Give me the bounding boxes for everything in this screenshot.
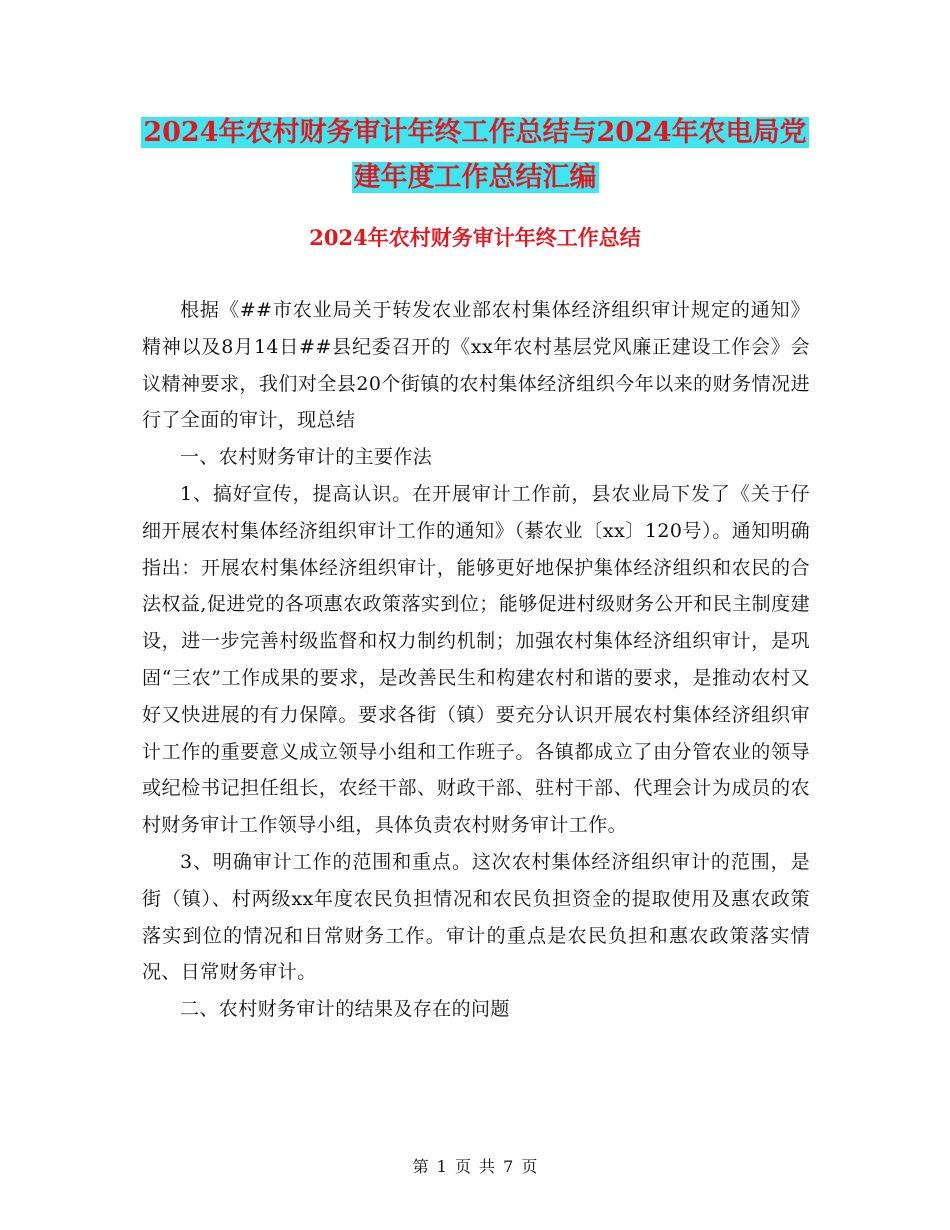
title-line-2: 建年度工作总结汇编 [353, 162, 597, 193]
paragraph-scope: 3、明确审计工作的范围和重点。这次农村集体经济组织审计的范围，是街（镇）、村两级xx年度农民负担情况和农民负担资金的提取使用及惠农政策落实到位的情况和日常财务工作。审计的重点是农民负担和惠农政策落实情况、日常财务审计。 [142, 850, 810, 984]
document-body [142, 292, 810, 1028]
section-title: 2024年农村财务审计年终工作总结 [309, 225, 641, 250]
paragraph-publicity: 1、搞好宣传，提高认识。在开展审计工作前，县农业局下发了《关于仔细开展农村集体经济组织审计工作的通知》（綦农业〔xx〕120号）。通知明确指出：开展农村集体经济组织审计，能够更好地保护集体经济组织和农民的合法权益,促进党的各项惠农政策落实到位；能够促进村级财务公开和民主制度建设，进一步完善村级监督和权力制约机制；加强农村集体经济组织审计，是巩固“三农”工作成果的要求，是改善民生和构建农村和谐的要求，是推动农村又好又快进展的有力保障。要求各街（镇）要充分认识开展农村集体经济组织审计工作的重要意义成立领导小组和工作班子。各镇都成立了由分管农业的领导或纪检书记担任组长，农经干部、财政干部、驻村干部、代理会计为成员的农村财务审计工作领导小组，具体负责农村财务审计工作。 [142, 482, 810, 837]
document-title [0, 110, 950, 200]
heading-results: 二、农村财务审计的结果及存在的问题 [180, 998, 510, 1021]
page-footer: 第 1 页 共 7 页 [412, 1157, 538, 1176]
heading-main-methods: 一、农村财务审计的主要作法 [180, 446, 433, 469]
paragraph-intro: 根据《##市农业局关于转发农业部农村集体经济组织审计规定的通知》精神以及8月14日##县纪委召开的《xx年农村基层党风廉正建设工作会》会议精神要求，我们对全县20个街镇的农村集体经济组织今年以来的财务情况进行了全面的审计，现总结 [142, 299, 810, 432]
title-line-1: 2024年农村财务审计年终工作总结与2024年农电局党 [143, 117, 807, 148]
